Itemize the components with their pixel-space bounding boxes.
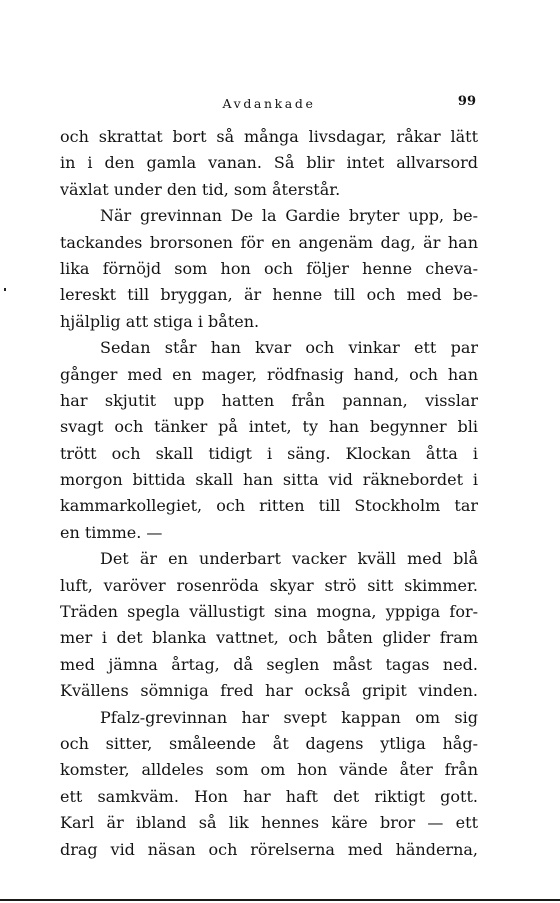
- text-line: komster, alldeles som om hon vände åter från: [60, 760, 478, 780]
- text-line: Sedan står han kvar och vinkar ett par: [100, 338, 478, 358]
- text-line: drag vid näsan och rörelserna med händerna,: [60, 839, 478, 859]
- scan-bottom-edge: [0, 899, 560, 901]
- text-line: När grevinnan De la Gardie bryter upp, be-: [100, 206, 478, 226]
- text-line: kammarkollegiet, och ritten till Stockholm tar: [60, 496, 478, 516]
- text-line: lika förnöjd som hon och följer henne cheva-: [60, 258, 478, 278]
- page-header: [60, 94, 478, 114]
- text-line: morgon bittida skall han sitta vid räknebordet i: [60, 470, 478, 490]
- text-line: ett samkväm. Hon har haft det riktigt gott.: [60, 786, 478, 806]
- text-line: svagt och tänker på intet, ty han begynner bli: [60, 417, 478, 437]
- text-line: luft, varöver rosenröda skyar strö sitt skimmer.: [60, 575, 478, 595]
- text-line: hjälplig att stiga i båten.: [60, 311, 260, 331]
- text-line: Det är en underbart vacker kväll med blå: [100, 549, 478, 569]
- text-line: Träden spegla vällustigt sina mogna, yppiga for-: [60, 602, 478, 622]
- text-line: med jämna årtag, då seglen måst tagas ned.: [60, 654, 478, 674]
- text-line: in i den gamla vanan. Så blir intet allvarsord: [60, 153, 478, 173]
- text-line: växlat under den tid, som återstår.: [60, 179, 341, 199]
- text-line: trött och skall tidigt i säng. Klockan åtta i: [60, 443, 478, 463]
- text-line: Karl är ibland så lik hennes käre bror — ett: [60, 813, 478, 833]
- text-line: en timme. —: [60, 522, 163, 542]
- page-number: 99: [457, 94, 476, 109]
- body-text: [60, 124, 478, 863]
- text-line: lereskt till bryggan, är henne till och med be-: [60, 285, 478, 305]
- text-line: och sitter, småleende åt dagens ytliga håg-: [60, 733, 478, 753]
- scan-artifact-mark: [4, 288, 6, 291]
- text-line: och skrattat bort så många livsdagar, råkar lätt: [60, 127, 478, 146]
- text-line: har skjutit upp hatten från pannan, visslar: [60, 390, 478, 410]
- text-line: Pfalz-grevinnan har svept kappan om sig: [100, 707, 478, 727]
- text-line: mer i det blanka vattnet, och båten glider fram: [60, 628, 478, 648]
- text-line: Kvällens sömniga fred har också gripit vinden.: [60, 681, 478, 701]
- text-line: tackandes brorsonen för en angenäm dag, är han: [60, 232, 478, 252]
- text-line: gånger med en mager, rödfnasig hand, och han: [60, 364, 478, 384]
- running-head: Avdankade: [222, 96, 316, 111]
